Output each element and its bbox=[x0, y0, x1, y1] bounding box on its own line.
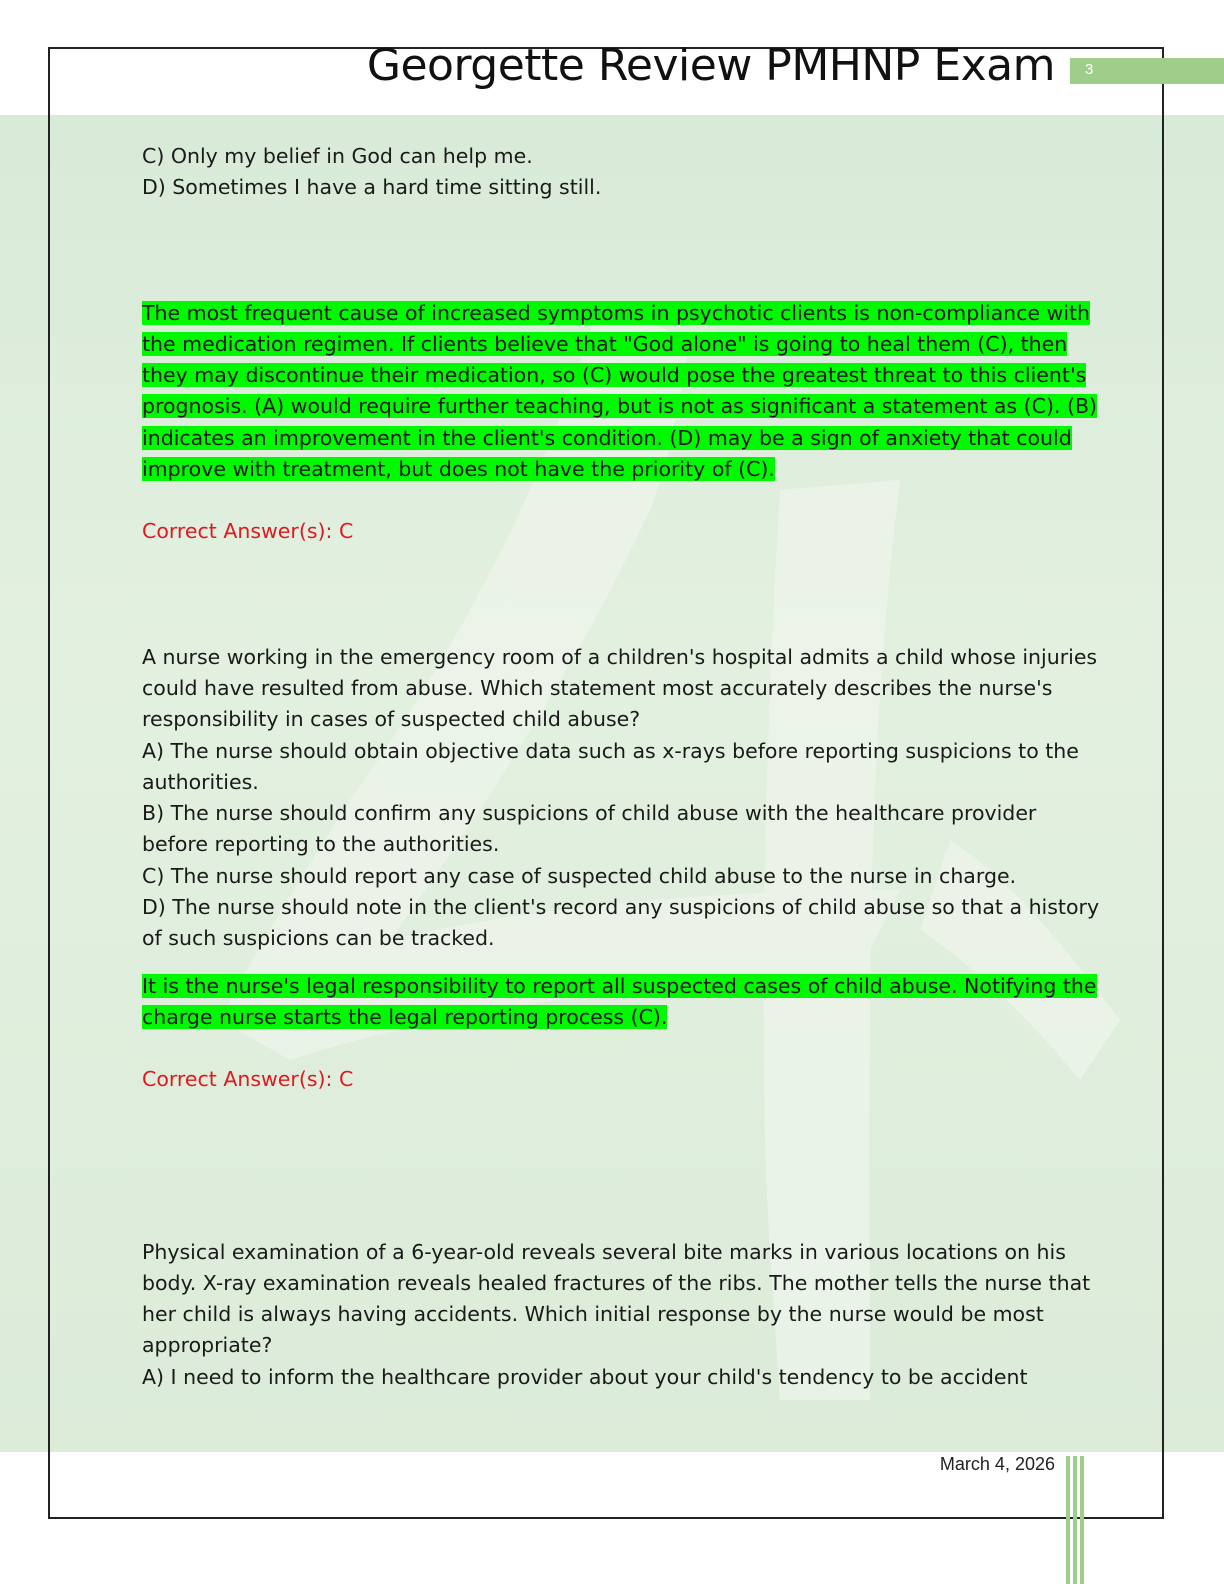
q1-option-c: C) Only my belief in God can help me. bbox=[142, 144, 533, 168]
footer-accent-bars bbox=[1066, 1456, 1086, 1584]
q2-option-line: D) The nurse should note in the client's record any suspicions of child abuse so that a history bbox=[142, 895, 1100, 920]
q3-stem-line: her child is always having accidents. Which initial response by the nurse would be most bbox=[142, 1302, 1044, 1327]
rationale-2 bbox=[142, 971, 1097, 1034]
rationale-1 bbox=[142, 298, 1098, 486]
correct-answer-2: Correct Answer(s): C bbox=[142, 1067, 354, 1092]
rationale-1-line: prognosis. (A) would require further teaching, but is not as significant a statement as (C). (B) bbox=[142, 394, 1098, 419]
page-number: 3 bbox=[1085, 61, 1094, 78]
rationale-1-line: improve with treatment, but does not have the priority of (C). bbox=[142, 457, 775, 482]
rationale-1-line: the medication regimen. If clients believe that "God alone" is going to heal them (C), then bbox=[142, 331, 1068, 356]
q2-option-line: before reporting to the authorities. bbox=[142, 832, 500, 857]
q2-stem-line: could have resulted from abuse. Which statement most accurately describes the nurse's bbox=[142, 675, 1053, 700]
document-body bbox=[142, 141, 1100, 1393]
rationale-2-line: charge nurse starts the legal reporting process (C). bbox=[142, 1004, 668, 1029]
q2-option-line: of such suspicions can be tracked. bbox=[142, 926, 495, 951]
q2-stem-line: responsibility in cases of suspected child abuse? bbox=[142, 707, 641, 732]
q2-stem-line: A nurse working in the emergency room of a children's hospital admits a child whose injuries bbox=[142, 644, 1098, 669]
q3-stem-line: appropriate? bbox=[142, 1333, 273, 1358]
q2-option-line: C) The nurse should report any case of suspected child abuse to the nurse in charge. bbox=[142, 863, 1017, 888]
q1-option-d: D) Sometimes I have a hard time sitting still. bbox=[142, 175, 602, 200]
correct-answer-1: Correct Answer(s): C bbox=[142, 519, 354, 544]
rationale-1-line: indicates an improvement in the client's condition. (D) may be a sign of anxiety that could bbox=[142, 425, 1072, 450]
q2-option-line: A) The nurse should obtain objective data such as x-rays before reporting suspicions to the bbox=[142, 738, 1079, 763]
q2-option-line: authorities. bbox=[142, 769, 259, 794]
q3-stem-line: body. X-ray examination reveals healed fractures of the ribs. The mother tells the nurse that bbox=[142, 1270, 1091, 1295]
footer-date: March 4, 2026 bbox=[939, 1454, 1055, 1474]
q3-stem-line: Physical examination of a 6-year-old reveals several bite marks in various locations on his bbox=[142, 1239, 1066, 1264]
rationale-1-line: The most frequent cause of increased symptoms in psychotic clients is non-compliance with bbox=[142, 300, 1091, 325]
header-title: Georgette Review PMHNP Exam bbox=[366, 40, 1055, 91]
question-3 bbox=[142, 1237, 1091, 1393]
q3-option-a: A) I need to inform the healthcare provider about your child's tendency to be accident bbox=[142, 1364, 1028, 1389]
rationale-1-line: they may discontinue their medication, so (C) would pose the greatest threat to this client's bbox=[142, 363, 1087, 388]
q2-option-line: B) The nurse should confirm any suspicions of child abuse with the healthcare provider bbox=[142, 801, 1037, 826]
rationale-2-line: It is the nurse's legal responsibility to report all suspected cases of child abuse. Notifying the bbox=[142, 973, 1097, 998]
question-2 bbox=[142, 642, 1100, 955]
